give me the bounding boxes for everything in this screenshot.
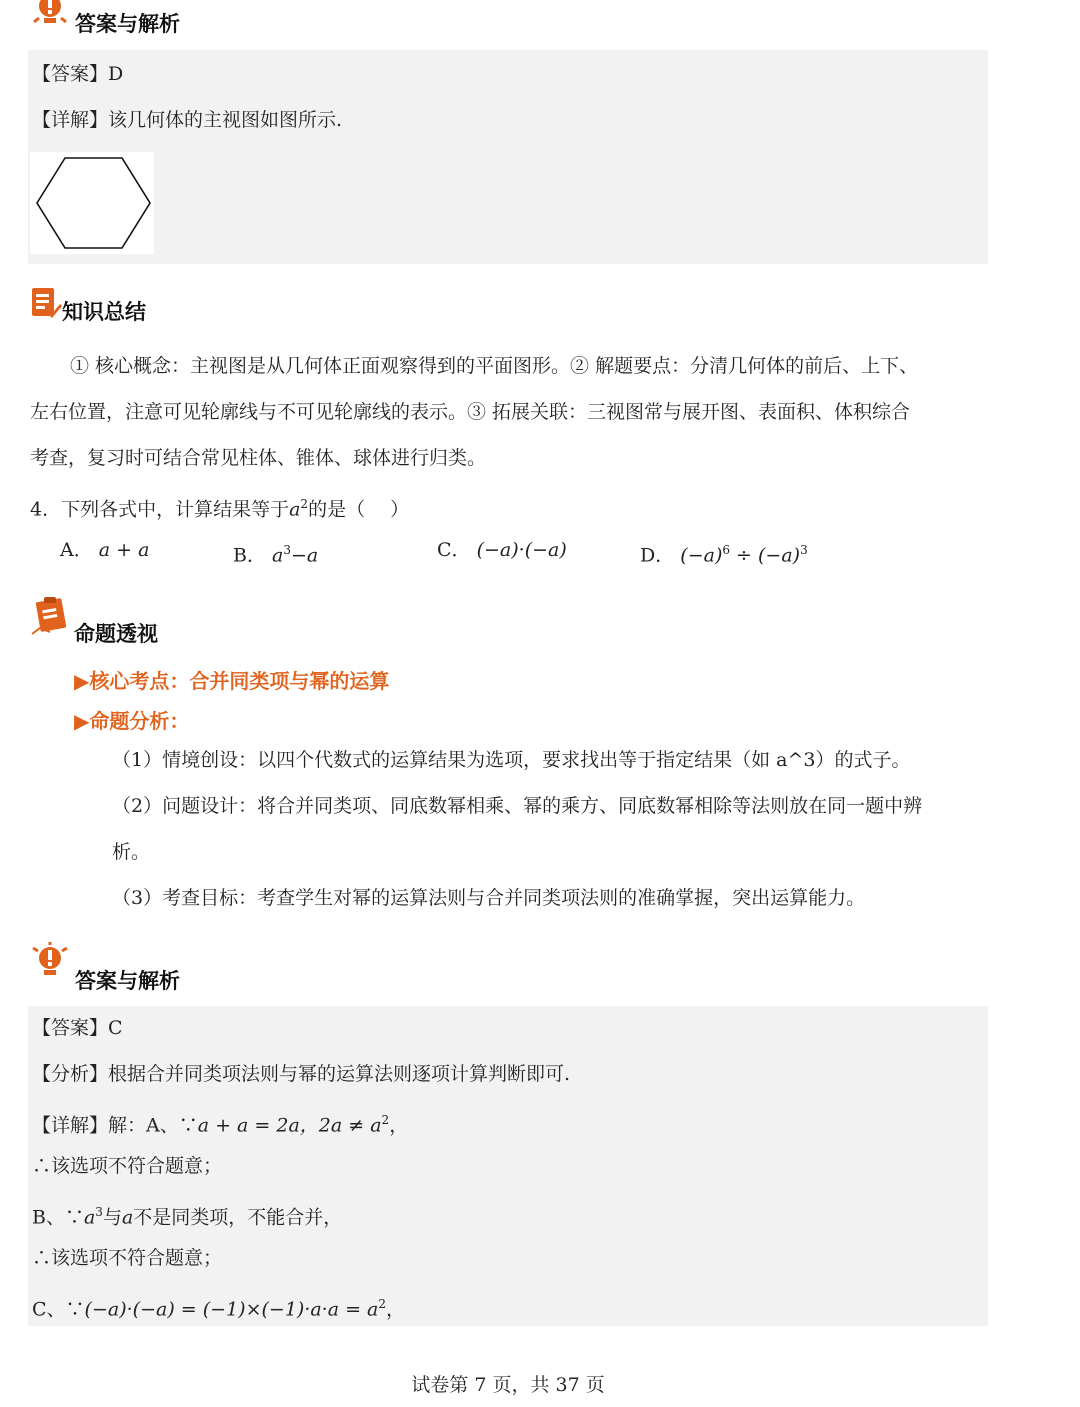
section-title-knowledge: 知识总结 — [62, 300, 146, 324]
c-exp: 2 — [378, 1297, 387, 1311]
b-prefix: B、∵ — [32, 1206, 84, 1229]
option-c — [437, 538, 567, 562]
knowledge-line-1: ① 核心概念：主视图是从几何体正面观察得到的平面图形。② 解题要点：分清几何体的前后、上下、 — [70, 355, 919, 377]
page-footer: 试卷第 7 页，共 37 页 — [411, 1374, 605, 1396]
option-a-label: A． — [60, 539, 93, 561]
question-stem — [30, 492, 409, 521]
detail-end: ， — [389, 1114, 409, 1137]
b-base: a — [83, 1206, 96, 1229]
answer-panel-2 — [28, 1006, 988, 1326]
option-d-exp2: 3 — [800, 543, 808, 557]
core-point: ▶核心考点：合并同类项与幂的运算 — [74, 669, 390, 693]
detail-line: 【详解】该几何体的主视图如图所示. — [32, 109, 343, 131]
b-line — [32, 1200, 342, 1229]
option-d-exp1: 6 — [722, 543, 730, 557]
section-title-answer-1: 答案与解析 — [75, 12, 180, 36]
b-var: a — [121, 1206, 134, 1229]
option-d — [640, 538, 808, 567]
insight-item-2-cont: 析。 — [112, 841, 151, 863]
option-b-base: a — [272, 544, 284, 567]
c-prefix: C、∵ — [32, 1298, 85, 1321]
c-expr: (−a)·(−a) = (−1)×(−1)·a·a = a — [84, 1298, 379, 1321]
option-c-expr: (−a)·(−a) — [476, 539, 567, 561]
question-stem-suffix: 的是（ ） — [308, 498, 410, 521]
b-rest: 不是同类项，不能合并， — [133, 1206, 343, 1229]
section-title-answer-2: 答案与解析 — [75, 969, 180, 993]
answer-panel-1 — [28, 50, 988, 264]
option-a-expr: a + a — [98, 539, 150, 561]
option-b — [233, 538, 318, 567]
section-title-insight: 命题透视 — [74, 622, 158, 646]
option-d-label: D． — [640, 544, 675, 567]
bulb-icon — [30, 0, 70, 30]
c-line — [32, 1292, 405, 1321]
question-stem-exp: 2 — [300, 497, 309, 511]
option-b-rest: −a — [290, 544, 319, 567]
detail-line-2 — [32, 1108, 408, 1137]
analysis-label: ▶命题分析： — [74, 709, 190, 733]
detail-exp: 2 — [381, 1113, 390, 1127]
option-d-part2: ÷ (−a) — [730, 544, 801, 567]
notepad-icon — [30, 286, 62, 322]
option-d-part1: (−a) — [680, 544, 723, 567]
knowledge-line-3: 考查，复习时可结合常见柱体、锥体、球体进行归类。 — [30, 447, 487, 469]
option-c-label: C． — [437, 539, 471, 561]
insight-item-3: （3）考查目标：考查学生对幂的运算法则与合并同类项法则的准确掌握，突出运算能力。 — [112, 887, 866, 909]
question-stem-var: a — [289, 498, 301, 521]
insight-item-2: （2）问题设计：将合并同类项、同底数幂相乘、幂的乘方、同底数幂相除等法则放在同一题中辨 — [112, 795, 923, 817]
b-mid: 与 — [102, 1206, 122, 1229]
b-exp: 3 — [95, 1205, 103, 1219]
conclusion-line-1: ∴该选项不符合题意； — [32, 1155, 223, 1177]
conclusion-line-2: ∴该选项不符合题意； — [32, 1247, 223, 1269]
analysis-line-2: 【分析】根据合并同类项法则与幂的运算法则逐项计算判断即可. — [32, 1063, 571, 1085]
detail-expr: a + a = 2a，2a ≠ a — [197, 1114, 382, 1137]
option-b-exp: 3 — [283, 543, 291, 557]
answer-line: 【答案】D — [32, 63, 124, 85]
question-stem-prefix: 4．下列各式中，计算结果等于 — [30, 498, 290, 521]
detail-prefix: 【详解】解：A、∵ — [32, 1114, 198, 1137]
clipboard-icon — [30, 596, 74, 636]
bulb-icon — [30, 942, 70, 978]
option-b-label: B． — [233, 544, 266, 567]
c-end: ， — [386, 1298, 406, 1321]
insight-item-1: （1）情境创设：以四个代数式的运算结果为选项，要求找出等于指定结果（如 a^3）的式子。 — [112, 749, 911, 771]
hexagon-figure — [30, 152, 154, 254]
option-a — [60, 538, 149, 562]
knowledge-line-2: 左右位置，注意可见轮廓线与不可见轮廓线的表示。③ 拓展关联：三视图常与展开图、表面积、体积综合 — [30, 401, 911, 423]
answer-line-2: 【答案】C — [32, 1017, 123, 1039]
